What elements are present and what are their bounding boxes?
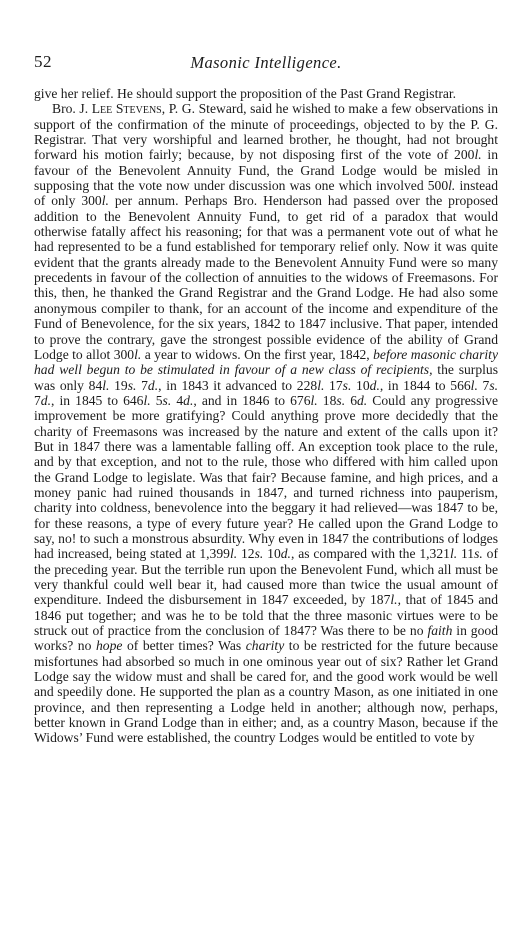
italic-text-run: l. xyxy=(449,546,458,562)
text-run: of better times? Was xyxy=(122,638,246,654)
text-run: a year to widows. On the first year, 1842, xyxy=(141,346,374,362)
italic-text-run: s. xyxy=(474,546,483,562)
text-run: 5 xyxy=(150,392,163,408)
text-run: 19 xyxy=(109,377,128,393)
italic-text-run: s. xyxy=(336,392,346,408)
italic-text-run: l. xyxy=(448,178,456,194)
italic-text-run: l. xyxy=(317,377,325,393)
text-run: 7 xyxy=(34,392,41,408)
italic-text-run: s. xyxy=(127,377,137,393)
italic-text-run: l. xyxy=(474,147,482,163)
text-run: 10 xyxy=(263,546,281,562)
text-run: 18 xyxy=(317,392,337,408)
italic-text-run: d. xyxy=(183,392,194,408)
text-run: in good works? no xyxy=(34,623,498,654)
text-run: 11 xyxy=(457,546,475,562)
text-run: 4 xyxy=(171,392,184,408)
text-run: in favour of the Benevolent Annuity Fund, the Grand Lodge would be misled in supposing that the vote now under discussion was one which involved 500 xyxy=(34,147,498,194)
italic-text-run: s. xyxy=(342,377,352,393)
italic-text-run: faith xyxy=(427,623,453,639)
italic-text-run: l. xyxy=(390,592,398,608)
text-run: instead of only 300 xyxy=(34,178,498,209)
text-run: 7 xyxy=(477,377,490,393)
italic-text-run: hope xyxy=(95,638,123,654)
text-run: , in 1843 it advanced to 228 xyxy=(158,377,318,393)
italic-text-run: d. xyxy=(280,546,291,562)
italic-text-run: l. xyxy=(101,193,109,209)
text-run: 6 xyxy=(345,392,357,408)
italic-text-run: l. xyxy=(102,377,110,393)
italic-text-run: l. xyxy=(143,392,151,408)
italic-text-run: s. xyxy=(489,377,499,393)
italic-text-run: s. xyxy=(162,392,172,408)
text-run: , that of 1845 and 1846 put together; and was he to be told that the three masonic virtues were to be struck out of practice from the conclusion of 1847? Was there to be no xyxy=(34,592,498,639)
running-title: Masonic Intelligence. xyxy=(190,53,342,72)
text-run: Bro. J. xyxy=(52,101,92,117)
text-run: 17 xyxy=(324,377,343,393)
text-run: , in 1845 to 646 xyxy=(51,392,144,408)
text-run: 10 xyxy=(351,377,370,393)
italic-text-run: d. xyxy=(147,377,159,393)
text-run: per annum. Perhaps Bro. Henderson had passed over the proposed addition to the Benevolent Annuity Fund, to get rid of a paradox that would otherwise fatally affect his reasoning; for that was a permanent vote out of what he had represented to be a fund established for temporary relief only. Now it was quite evident that the grants already made to the Benevolent Annuity Fund were so many precedents in favour of the collection of annuities to the widows of Freemasons. For this, then, he thanked the Grand Registrar and the Grand Lodge. He had also some anonymous compiler to thank, for an account of the income and expenditure of the Fund of Benevolence, for the six years, 1842 to 1847 inclusive. That paper, intended to prove the contrary, gave the strongest possible evidence of the ability of Grand Lodge to allot 300 xyxy=(34,193,498,362)
text-run: , P. G. Steward, said he wished to make a few observations in support of the confirmation of the minute of proceedings, objected to by the P. G. Registrar. That very worshipful and learned brother, he thought, had not brought forward his motion fairly; because, by not disposing first of the vote of 200 xyxy=(34,101,498,163)
text-run: 12 xyxy=(237,546,255,562)
paragraph xyxy=(34,101,498,745)
text-run: , and in 1846 to 676 xyxy=(193,392,311,408)
page-number: 52 xyxy=(34,52,52,71)
text-run: give her relief. He should support the proposition of the Past Grand Registrar. xyxy=(34,86,457,101)
italic-text-run: d. xyxy=(369,377,380,393)
italic-text-run: l. xyxy=(229,546,238,562)
text-run: 7 xyxy=(136,377,148,393)
italic-text-run: d. xyxy=(40,392,51,408)
text-run: , in 1844 to 566 xyxy=(379,377,471,393)
italic-text-run: s. xyxy=(254,546,264,562)
body-text xyxy=(34,86,498,746)
smallcaps-text-run: Lee Stevens xyxy=(91,101,162,117)
text-run: of the preceding year. But the terrible run upon the Benevolent Fund, which all must be very thankful could well bear it, had caused more than twice the usual amount of expenditure. Indeed the disbursement in 1847 exceeded, by 187 xyxy=(34,546,498,608)
text-run: the surplus was only 84 xyxy=(34,362,498,393)
page-header xyxy=(34,52,498,80)
book-page xyxy=(34,52,498,746)
italic-text-run: before masonic charity had well begun to be stimulated in favour of a new class of recipients, xyxy=(34,346,498,378)
paragraph xyxy=(34,86,498,101)
italic-text-run: charity xyxy=(245,638,285,654)
italic-text-run: l. xyxy=(470,377,478,393)
italic-text-run: l. xyxy=(134,346,142,362)
italic-text-run: l. xyxy=(310,392,318,408)
text-run: Could any progressive improvement be more gratifying? Could anything prove more decidedly that the charity of Freemasons was increased by the nature and extent of the calls upon it? But in 1847 there was a lamentable falling off. An exception took place to the rule, and by that exception, and not to the rule, those who differed with him called upon the Grand Lodge to legislate. Was that fair? Because famine, and high prices, and a money panic had ruined thousands in 1847, and turned richness into pauperism, charity into coldness, benevolence into the beggary it had relieved—was 1847 to be, for these reasons, a type of every future year? He called upon the Grand Lodge to say, no! to such a monstrous absurdity. Why even in 1847 the contributions of lodges had increased, being stated at 1,399 xyxy=(34,392,498,562)
text-run: , as compared with the 1,321 xyxy=(290,546,450,562)
italic-text-run: d. xyxy=(357,392,368,408)
text-run: to be restricted for the future because misfortunes had absorbed so much in one ominous year out of six? Rather let Grand Lodge say the widow must and shall be cared for, and the good work would be well and speedily done. He supported the plan as a country Mason, as one initiated in one province, and then representing a Lodge held in another; although now, perhaps, better known in Grand Lodge than in either; and, as a country Mason, because if the Widows’ Fund were established, the country Lodges would be entitled to vote by xyxy=(34,638,499,746)
